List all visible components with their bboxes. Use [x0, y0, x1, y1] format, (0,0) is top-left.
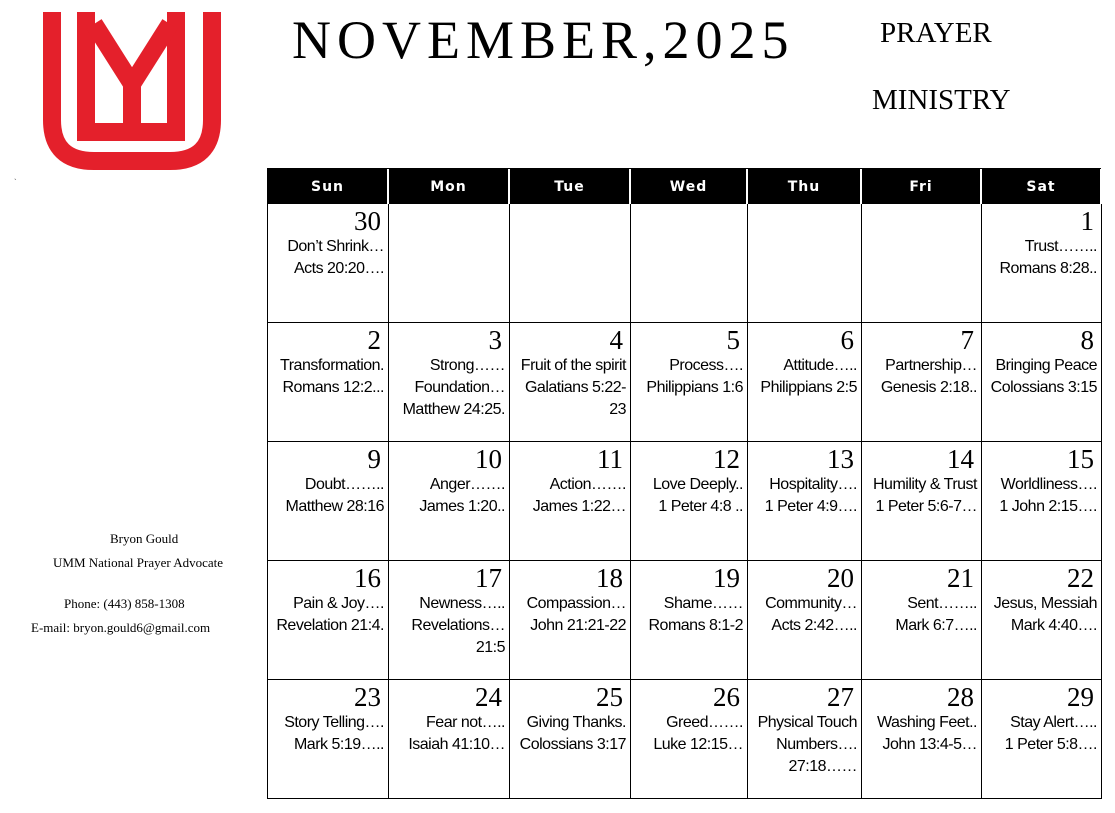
- day-devotional: Newness….. Revelations… 21:5: [411, 595, 505, 656]
- day-number: 8: [1080, 325, 1094, 355]
- day-devotional: Partnership… Genesis 2:18..: [880, 357, 977, 396]
- day-number: 28: [947, 682, 974, 712]
- day-cell-22: [982, 561, 1102, 680]
- day-number: 9: [367, 444, 381, 474]
- day-cell-18: [510, 561, 631, 680]
- day-header-thu: Thu: [748, 169, 862, 204]
- calendar-title: NOVEMBER,2025: [292, 10, 795, 70]
- day-cell-5: [631, 323, 748, 442]
- day-cell-17: [389, 561, 510, 680]
- day-cell-7: [862, 323, 982, 442]
- day-cell-14: [862, 442, 982, 561]
- day-number: 24: [475, 682, 502, 712]
- empty-day-cell: [631, 204, 748, 323]
- day-number: 17: [475, 563, 502, 593]
- day-cell-24: [389, 680, 510, 799]
- umm-logo: [40, 12, 224, 174]
- day-number: 25: [596, 682, 623, 712]
- day-number: 30: [354, 206, 381, 236]
- day-number: 11: [597, 444, 623, 474]
- day-devotional: Compassion… John 21:21-22: [526, 595, 626, 634]
- day-cell-25: [510, 680, 631, 799]
- day-number: 26: [713, 682, 740, 712]
- day-devotional: Bringing Peace Colossians 3:15: [990, 357, 1097, 396]
- day-devotional: Sent…….. Mark 6:7…..: [895, 595, 977, 634]
- day-number: 4: [609, 325, 623, 355]
- day-cell-3: [389, 323, 510, 442]
- contact-phone: Phone: (443) 858-1308: [64, 596, 185, 611]
- day-number: 5: [726, 325, 740, 355]
- day-devotional: Strong…… Foundation… Matthew 24:25.: [402, 357, 505, 418]
- day-cell-30: [268, 204, 389, 323]
- day-cell-16: [268, 561, 389, 680]
- calendar-grid: [267, 168, 1101, 799]
- day-header-wed: Wed: [631, 169, 748, 204]
- day-devotional: Don’t Shrink… Acts 20:20….: [287, 238, 384, 277]
- day-number: 19: [713, 563, 740, 593]
- day-cell-9: [268, 442, 389, 561]
- day-cell-10: [389, 442, 510, 561]
- day-devotional: Love Deeply.. 1 Peter 4:8 ..: [652, 476, 743, 515]
- day-cell-8: [982, 323, 1102, 442]
- day-header-sun: Sun: [268, 169, 389, 204]
- day-cell-11: [510, 442, 631, 561]
- ministry-label-line2: MINISTRY: [872, 84, 1011, 116]
- day-cell-4: [510, 323, 631, 442]
- day-devotional: Anger……. James 1:20..: [419, 476, 505, 515]
- day-number: 23: [354, 682, 381, 712]
- ministry-label-line1: PRAYER: [880, 17, 992, 49]
- day-devotional: Worldliness…. 1 John 2:15….: [999, 476, 1097, 515]
- day-number: 10: [475, 444, 502, 474]
- day-header-sat: Sat: [982, 169, 1102, 204]
- contact-email: E-mail: bryon.gould6@gmail.com: [31, 620, 211, 635]
- day-cell-1: [982, 204, 1102, 323]
- day-devotional: Greed……. Luke 12:15…: [653, 714, 743, 753]
- day-cell-23: [268, 680, 389, 799]
- day-number: 16: [354, 563, 381, 593]
- day-devotional: Transformation. Romans 12:2...: [280, 357, 384, 396]
- day-cell-6: [748, 323, 862, 442]
- empty-day-cell: [510, 204, 631, 323]
- day-number: 2: [367, 325, 381, 355]
- day-cell-28: [862, 680, 982, 799]
- stray-mark: `: [14, 178, 17, 187]
- day-devotional: Story Telling…. Mark 5:19…..: [284, 714, 384, 753]
- day-number: 20: [827, 563, 854, 593]
- contact-name: Bryon Gould: [110, 531, 179, 546]
- day-devotional: Shame…… Romans 8:1-2: [648, 595, 743, 634]
- day-devotional: Giving Thanks. Colossians 3:17: [519, 714, 626, 753]
- day-number: 13: [827, 444, 854, 474]
- day-number: 22: [1067, 563, 1094, 593]
- empty-day-cell: [389, 204, 510, 323]
- contact-role: UMM National Prayer Advocate: [53, 555, 224, 570]
- day-cell-26: [631, 680, 748, 799]
- day-number: 12: [713, 444, 740, 474]
- day-number: 1: [1080, 206, 1094, 236]
- day-number: 15: [1067, 444, 1094, 474]
- day-devotional: Jesus, Messiah Mark 4:40….: [993, 595, 1097, 634]
- day-devotional: Washing Feet.. John 13:4-5…: [876, 714, 977, 753]
- day-devotional: Fear not….. Isaiah 41:10…: [408, 714, 505, 753]
- day-devotional: Fruit of the spirit Galatians 5:22- 23: [520, 357, 626, 418]
- day-number: 7: [960, 325, 974, 355]
- day-number: 3: [488, 325, 502, 355]
- empty-day-cell: [862, 204, 982, 323]
- day-header-tue: Tue: [510, 169, 631, 204]
- day-cell-13: [748, 442, 862, 561]
- day-devotional: Process…. Philippians 1:6: [646, 357, 743, 396]
- day-header-fri: Fri: [862, 169, 982, 204]
- day-devotional: Physical Touch Numbers…. 27:18……: [757, 714, 857, 775]
- day-cell-15: [982, 442, 1102, 561]
- day-devotional: Community… Acts 2:42…..: [765, 595, 857, 634]
- day-number: 21: [947, 563, 974, 593]
- day-number: 18: [596, 563, 623, 593]
- day-number: 27: [827, 682, 854, 712]
- day-devotional: Action……. James 1:22…: [532, 476, 626, 515]
- day-header-mon: Mon: [389, 169, 510, 204]
- day-number: 14: [947, 444, 974, 474]
- day-cell-29: [982, 680, 1102, 799]
- day-cell-27: [748, 680, 862, 799]
- day-devotional: Pain & Joy…. Revelation 21:4.: [276, 595, 384, 634]
- day-cell-21: [862, 561, 982, 680]
- day-devotional: Doubt…….. Matthew 28:16: [285, 476, 384, 515]
- day-number: 6: [840, 325, 854, 355]
- day-cell-2: [268, 323, 389, 442]
- day-cell-12: [631, 442, 748, 561]
- day-number: 29: [1067, 682, 1094, 712]
- day-cell-20: [748, 561, 862, 680]
- day-cell-19: [631, 561, 748, 680]
- day-devotional: Attitude….. Philippians 2:5: [760, 357, 857, 396]
- day-devotional: Trust…….. Romans 8:28..: [999, 238, 1097, 277]
- day-devotional: Hospitality…. 1 Peter 4:9….: [764, 476, 857, 515]
- day-devotional: Humility & Trust 1 Peter 5:6-7…: [872, 476, 977, 515]
- day-devotional: Stay Alert….. 1 Peter 5:8….: [1004, 714, 1097, 753]
- empty-day-cell: [748, 204, 862, 323]
